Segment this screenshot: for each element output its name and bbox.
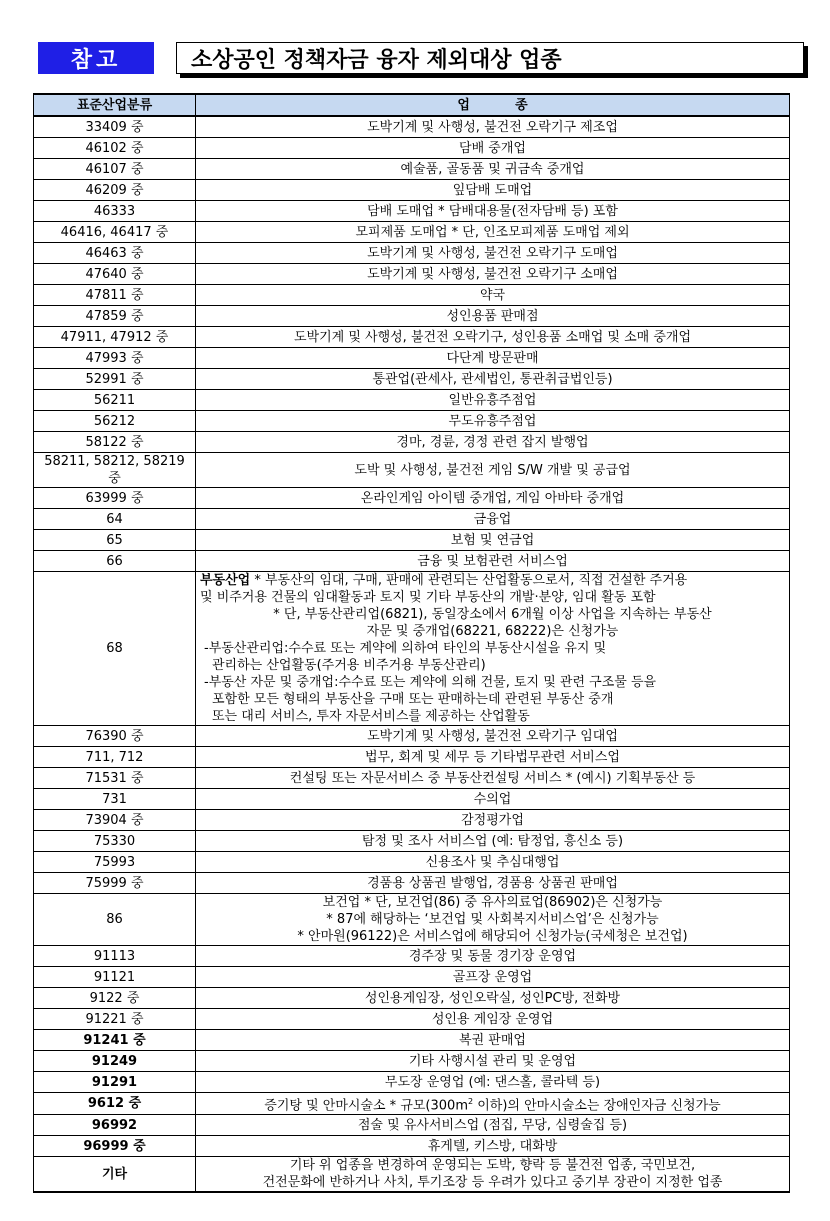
industry-description: 도박기계 및 사행성, 불건전 오락기구 제조업 [196,116,790,138]
table-row [34,1072,790,1093]
industry-code: 33409 중 [34,116,196,138]
description-line: 및 비주거용 건물의 임대활동과 토지 및 기타 부동산의 개발·분양, 임대 활동 포함 [200,590,656,605]
table-row [34,1051,790,1072]
industry-code: 711, 712 [34,747,196,768]
table-row [34,348,790,369]
industry-code: 46102 중 [34,138,196,159]
industry-code: 91291 [34,1072,196,1093]
table-row [34,551,790,572]
table-row [34,768,790,789]
industry-code: 73904 중 [34,810,196,831]
column-header-code: 표준산업분류 [34,94,196,116]
table-row [34,967,790,988]
table-row-other [34,1157,790,1193]
description-keyword: 부동산업 [200,573,251,588]
industry-description: 통관업(관세사, 관세법인, 통관취급법인등) [196,369,790,390]
industry-description: 신용조사 및 추심대행업 [196,852,790,873]
industry-code: 91121 [34,967,196,988]
description-line: -부동산 자문 및 중개업:수수료 또는 계약에 의해 건물, 토지 및 관련 구조물 등을 [204,675,657,690]
industry-description: 컨설팅 또는 자문서비스 중 부동산컨설팅 서비스 * (예시) 기획부동산 등 [196,768,790,789]
header [38,42,792,74]
industry-code: 68 [34,572,196,726]
industry-description: 약국 [196,285,790,306]
description-text: * 부동산의 임대, 구매, 판매에 관련되는 산업활동으로서, 직접 건설한 주거용 [250,573,688,588]
column-header-industry: 업 종 [196,94,790,116]
industry-code: 47640 중 [34,264,196,285]
industry-code: 91221 중 [34,1009,196,1030]
table-row [34,306,790,327]
industry-code: 66 [34,551,196,572]
industry-description: 도박기계 및 사행성, 불건전 오락기구 임대업 [196,726,790,747]
industry-description: 성인용게임장, 성인오락실, 성인PC방, 전화방 [196,988,790,1009]
description-line [200,572,785,589]
industry-code: 47859 중 [34,306,196,327]
description-line: 건전문화에 반하거나 사치, 투기조장 등 우려가 있다고 중기부 장관이 지정한 업종 [262,1175,723,1191]
industry-description: 경품용 상품권 발행업, 경품용 상품권 판매업 [196,873,790,894]
table-header-row [34,94,790,116]
industry-code: 47993 중 [34,348,196,369]
industry-code: 91113 [34,946,196,967]
industry-code: 91249 [34,1051,196,1072]
industry-code: 기타 [34,1157,196,1193]
description-line: -부동산관리업:수수료 또는 계약에 의하여 타인의 부동산시설을 유지 및 [204,641,607,656]
table-row [34,530,790,551]
table-row [34,369,790,390]
industry-code: 47811 중 [34,285,196,306]
table-row [34,873,790,894]
industry-code: 65 [34,530,196,551]
industry-description: 휴게텔, 키스방, 대화방 [196,1136,790,1157]
industry-description: 수의업 [196,789,790,810]
table-row [34,159,790,180]
industry-description: 경주장 및 동물 경기장 운영업 [196,946,790,967]
industry-description: 성인용 게임장 운영업 [196,1009,790,1030]
description-line: 포함한 모든 형태의 부동산을 구매 또는 판매하는데 관련된 부동산 중개 [212,692,614,707]
description-line: * 단, 부동산관리업(6821), 동일장소에서 6개월 이상 사업을 지속하는 부동산 [273,607,712,622]
table-row [34,264,790,285]
description-text: 증기탕 및 안마시술소 * 규모(300m [264,1098,468,1114]
industry-description: 탐정 및 조사 서비스업 (예: 탐정업, 흥신소 등) [196,831,790,852]
industry-description: 성인용품 판매점 [196,306,790,327]
table-row [34,243,790,264]
industry-code: 56211 [34,390,196,411]
industry-description: 경마, 경륜, 경정 관련 잡지 발행업 [196,432,790,453]
industry-code: 71531 중 [34,768,196,789]
industry-code: 58122 중 [34,432,196,453]
industry-code: 64 [34,509,196,530]
industry-description: 잎담배 도매업 [196,180,790,201]
industry-description: 온라인게임 아이템 중개업, 게임 아바타 중개업 [196,488,790,509]
table-row [34,180,790,201]
table-row [34,789,790,810]
industry-description: 도박기계 및 사행성, 불건전 오락기구 소매업 [196,264,790,285]
table-row [34,1136,790,1157]
industry-code: 96992 [34,1115,196,1136]
table-row [34,432,790,453]
table-row [34,726,790,747]
table-body [34,116,790,1192]
description-text: 이하)의 안마시술소는 장애인자금 신청가능 [473,1098,721,1114]
description-line: 자문 및 중개업(68221, 68222)은 신청가능 [366,624,619,639]
industry-description: 금융 및 보험관련 서비스업 [196,551,790,572]
description-line: * 안마원(96122)은 서비스업에 해당되어 신청가능(국세청은 보건업) [297,929,688,944]
table-row [34,1115,790,1136]
industry-description: 담배 도매업 * 담배대용물(전자담배 등) 포함 [196,201,790,222]
description-line: 보건업 * 단, 보건업(86) 중 유사의료업(86902)은 신청가능 [322,895,663,910]
table-row [34,222,790,243]
industry-description: 점술 및 유사서비스업 (점집, 무당, 심령술집 등) [196,1115,790,1136]
description-line: 또는 대리 서비스, 투자 자문서비스를 제공하는 산업활동 [212,709,530,724]
table-row [34,327,790,348]
table-row [34,747,790,768]
industry-description: 복권 판매업 [196,1030,790,1051]
industry-description: 예술품, 골동품 및 귀금속 중개업 [196,159,790,180]
table-row [34,138,790,159]
industry-description: 모피제품 도매업 * 단, 인조모피제품 도매업 제외 [196,222,790,243]
industry-code: 46107 중 [34,159,196,180]
industry-code: 9122 중 [34,988,196,1009]
industry-code: 86 [34,894,196,946]
industry-code: 75330 [34,831,196,852]
industry-code: 91241 중 [34,1030,196,1051]
industry-code: 731 [34,789,196,810]
table-row [34,509,790,530]
industry-description [196,894,790,946]
table-row [34,1030,790,1051]
table-row [34,1009,790,1030]
industry-code: 46463 중 [34,243,196,264]
industry-code: 46333 [34,201,196,222]
industry-code: 96999 중 [34,1136,196,1157]
industry-code: 46209 중 [34,180,196,201]
industry-code: 76390 중 [34,726,196,747]
industry-code: 9612 중 [34,1093,196,1115]
table-row [34,831,790,852]
table-row-health [34,894,790,946]
industry-description [196,572,790,726]
industry-description: 기타 사행시설 관리 및 운영업 [196,1051,790,1072]
page-title: 소상공인 정책자금 융자 제외대상 업종 [176,42,804,74]
table-row [34,201,790,222]
industry-description: 일반유흥주점업 [196,390,790,411]
industry-code: 47911, 47912 중 [34,327,196,348]
table-row [34,810,790,831]
industry-code: 63999 중 [34,488,196,509]
table-row [34,988,790,1009]
table-row [34,285,790,306]
table-row [34,488,790,509]
table-row-real-estate [34,572,790,726]
industry-description [196,1093,790,1115]
table-row [34,1093,790,1115]
industry-description: 금융업 [196,509,790,530]
reference-badge: 참고 [38,42,154,74]
industry-description: 도박기계 및 사행성, 불건전 오락기구, 성인용품 소매업 및 소매 중개업 [196,327,790,348]
industry-description: 다단계 방문판매 [196,348,790,369]
industry-description [196,1157,790,1193]
industry-code: 56212 [34,411,196,432]
industry-description: 도박 및 사행성, 불건전 게임 S/W 개발 및 공급업 [196,453,790,488]
description-line: * 87에 해당하는 ‘보건업 및 사회복지서비스업’은 신청가능 [326,912,659,927]
table-row [34,453,790,488]
table-row [34,390,790,411]
industry-description: 무도유흥주점업 [196,411,790,432]
industry-description: 법무, 회계 및 세무 등 기타법무관련 서비스업 [196,747,790,768]
industry-description: 담배 중개업 [196,138,790,159]
excluded-industry-table [33,93,790,1193]
industry-code: 75993 [34,852,196,873]
table-row [34,411,790,432]
industry-description: 도박기계 및 사행성, 불건전 오락기구 도매업 [196,243,790,264]
industry-code: 46416, 46417 중 [34,222,196,243]
industry-description: 감정평가업 [196,810,790,831]
industry-code: 58211, 58212, 58219 중 [34,453,196,488]
superscript: 2 [467,1097,474,1106]
industry-code: 75999 중 [34,873,196,894]
table-row [34,852,790,873]
industry-description: 골프장 운영업 [196,967,790,988]
table-row [34,116,790,138]
table-row [34,946,790,967]
industry-description: 보험 및 연금업 [196,530,790,551]
industry-description: 무도장 운영업 (예: 댄스홀, 콜라텍 등) [196,1072,790,1093]
industry-code: 52991 중 [34,369,196,390]
description-line: 관리하는 산업활동(주거용 비주거용 부동산관리) [212,658,486,673]
description-line: 기타 위 업종을 변경하여 운영되는 도박, 향락 등 불건전 업종, 국민보건, [289,1158,696,1174]
